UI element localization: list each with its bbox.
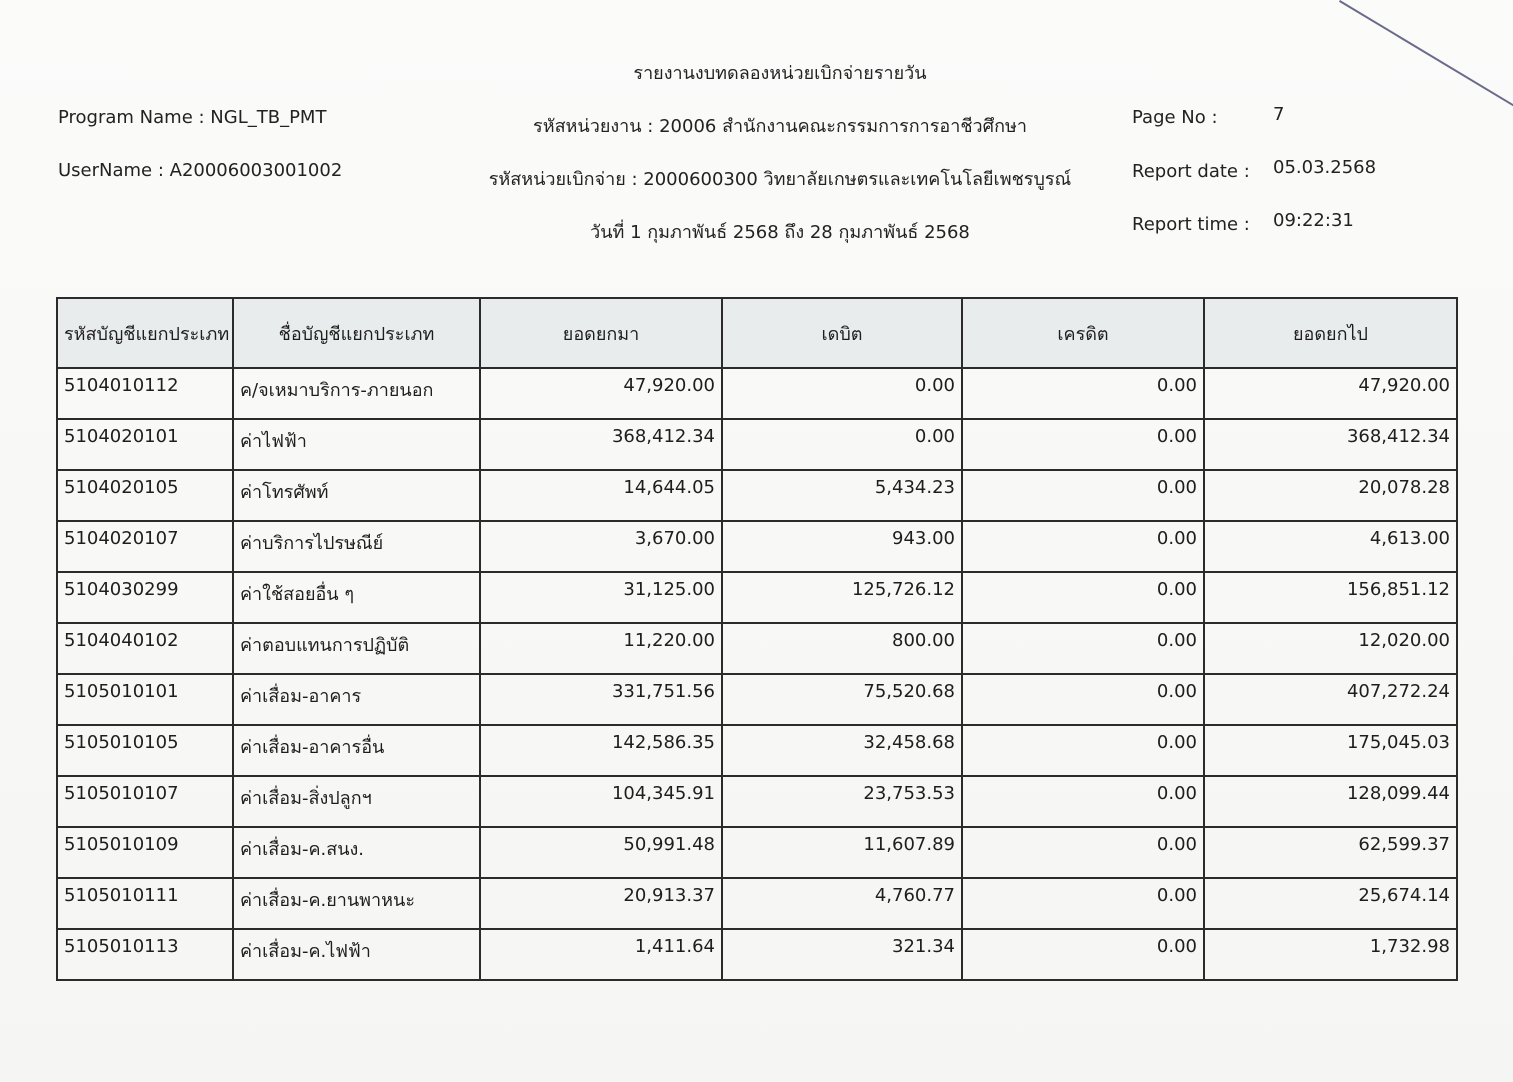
closing-balance: 128,099.44 [1204, 776, 1457, 827]
closing-balance: 368,412.34 [1204, 419, 1457, 470]
closing-balance: 25,674.14 [1204, 878, 1457, 929]
table-row [57, 572, 1457, 623]
credit: 0.00 [962, 776, 1204, 827]
debit: 5,434.23 [722, 470, 962, 521]
account-code: 5105010109 [57, 827, 233, 878]
table-row [57, 929, 1457, 980]
table-row [57, 623, 1457, 674]
credit: 0.00 [962, 674, 1204, 725]
col-header-opening-balance: ยอดยกมา [480, 298, 722, 368]
credit: 0.00 [962, 623, 1204, 674]
agency-code-line: รหัสหน่วยงาน : 20006 สำนักงานคณะกรรมการการอาชีวศึกษา [533, 116, 1027, 137]
report-date-value: 05.03.2568 [1273, 157, 1377, 178]
opening-balance: 142,586.35 [480, 725, 722, 776]
credit: 0.00 [962, 572, 1204, 623]
closing-balance: 47,920.00 [1204, 368, 1457, 419]
account-name: ค่าเสื่อม-สิ่งปลูกฯ [233, 776, 480, 827]
account-name: ค่าเสื่อม-อาคารอื่น [233, 725, 480, 776]
account-name: ค่าใช้สอยอื่น ๆ [233, 572, 480, 623]
account-code: 5104010112 [57, 368, 233, 419]
debit: 0.00 [722, 368, 962, 419]
credit: 0.00 [962, 725, 1204, 776]
table-row [57, 827, 1457, 878]
col-header-account-code: รหัสบัญชีแยกประเภท [57, 298, 233, 368]
debit: 125,726.12 [722, 572, 962, 623]
closing-balance: 175,045.03 [1204, 725, 1457, 776]
page-corner-line [1339, 0, 1513, 125]
closing-balance: 1,732.98 [1204, 929, 1457, 980]
credit: 0.00 [962, 419, 1204, 470]
report-time-value: 09:22:31 [1273, 210, 1354, 231]
table-row [57, 878, 1457, 929]
col-header-account-name: ชื่อบัญชีแยกประเภท [233, 298, 480, 368]
account-code: 5104020101 [57, 419, 233, 470]
program-name: Program Name : NGL_TB_PMT [58, 107, 327, 128]
account-code: 5104020105 [57, 470, 233, 521]
credit: 0.00 [962, 470, 1204, 521]
disbursement-unit-line: รหัสหน่วยเบิกจ่าย : 2000600300 วิทยาลัยเกษตรและเทคโนโลยีเพชรบูรณ์ [488, 169, 1072, 190]
debit: 321.34 [722, 929, 962, 980]
account-name: ค่าเสื่อม-ค.ยานพาหนะ [233, 878, 480, 929]
opening-balance: 31,125.00 [480, 572, 722, 623]
report-date-label: Report date : [1132, 161, 1250, 182]
col-header-closing-balance: ยอดยกไป [1204, 298, 1457, 368]
closing-balance: 156,851.12 [1204, 572, 1457, 623]
trial-balance-table [56, 297, 1458, 981]
table-row [57, 776, 1457, 827]
account-name: ค่าโทรศัพท์ [233, 470, 480, 521]
closing-balance: 4,613.00 [1204, 521, 1457, 572]
closing-balance: 20,078.28 [1204, 470, 1457, 521]
debit: 23,753.53 [722, 776, 962, 827]
opening-balance: 3,670.00 [480, 521, 722, 572]
report-title: รายงานงบทดลองหน่วยเบิกจ่ายรายวัน [633, 63, 927, 84]
account-name: ค่าบริการไปรษณีย์ [233, 521, 480, 572]
table-header-row [57, 298, 1457, 368]
account-code: 5105010111 [57, 878, 233, 929]
report-time-label: Report time : [1132, 214, 1250, 235]
credit: 0.00 [962, 827, 1204, 878]
closing-balance: 407,272.24 [1204, 674, 1457, 725]
credit: 0.00 [962, 521, 1204, 572]
opening-balance: 47,920.00 [480, 368, 722, 419]
col-header-debit: เดบิต [722, 298, 962, 368]
table-row [57, 419, 1457, 470]
page-no-value: 7 [1273, 104, 1285, 125]
closing-balance: 62,599.37 [1204, 827, 1457, 878]
opening-balance: 104,345.91 [480, 776, 722, 827]
debit: 943.00 [722, 521, 962, 572]
table-row [57, 674, 1457, 725]
table-header [57, 298, 1457, 368]
opening-balance: 368,412.34 [480, 419, 722, 470]
user-name: UserName : A20006003001002 [58, 160, 343, 181]
table-row [57, 725, 1457, 776]
account-code: 5104030299 [57, 572, 233, 623]
table-row [57, 521, 1457, 572]
account-code: 5105010113 [57, 929, 233, 980]
account-code: 5105010105 [57, 725, 233, 776]
table-row [57, 470, 1457, 521]
account-code: 5104020107 [57, 521, 233, 572]
debit: 0.00 [722, 419, 962, 470]
opening-balance: 14,644.05 [480, 470, 722, 521]
account-name: ค/จเหมาบริการ-ภายนอก [233, 368, 480, 419]
credit: 0.00 [962, 368, 1204, 419]
account-code: 5104040102 [57, 623, 233, 674]
account-code: 5105010107 [57, 776, 233, 827]
debit: 75,520.68 [722, 674, 962, 725]
opening-balance: 50,991.48 [480, 827, 722, 878]
page-no-label: Page No : [1132, 107, 1218, 128]
opening-balance: 11,220.00 [480, 623, 722, 674]
account-name: ค่าเสื่อม-อาคาร [233, 674, 480, 725]
account-code: 5105010101 [57, 674, 233, 725]
table-row [57, 368, 1457, 419]
account-name: ค่าไฟฟ้า [233, 419, 480, 470]
debit: 11,607.89 [722, 827, 962, 878]
debit: 32,458.68 [722, 725, 962, 776]
debit: 800.00 [722, 623, 962, 674]
opening-balance: 20,913.37 [480, 878, 722, 929]
debit: 4,760.77 [722, 878, 962, 929]
account-name: ค่าตอบแทนการปฏิบัติ [233, 623, 480, 674]
opening-balance: 1,411.64 [480, 929, 722, 980]
credit: 0.00 [962, 878, 1204, 929]
account-name: ค่าเสื่อม-ค.สนง. [233, 827, 480, 878]
account-name: ค่าเสื่อม-ค.ไฟฟ้า [233, 929, 480, 980]
opening-balance: 331,751.56 [480, 674, 722, 725]
closing-balance: 12,020.00 [1204, 623, 1457, 674]
date-range: วันที่ 1 กุมภาพันธ์ 2568 ถึง 28 กุมภาพันธ์ 2568 [590, 222, 970, 243]
credit: 0.00 [962, 929, 1204, 980]
col-header-credit: เครดิต [962, 298, 1204, 368]
